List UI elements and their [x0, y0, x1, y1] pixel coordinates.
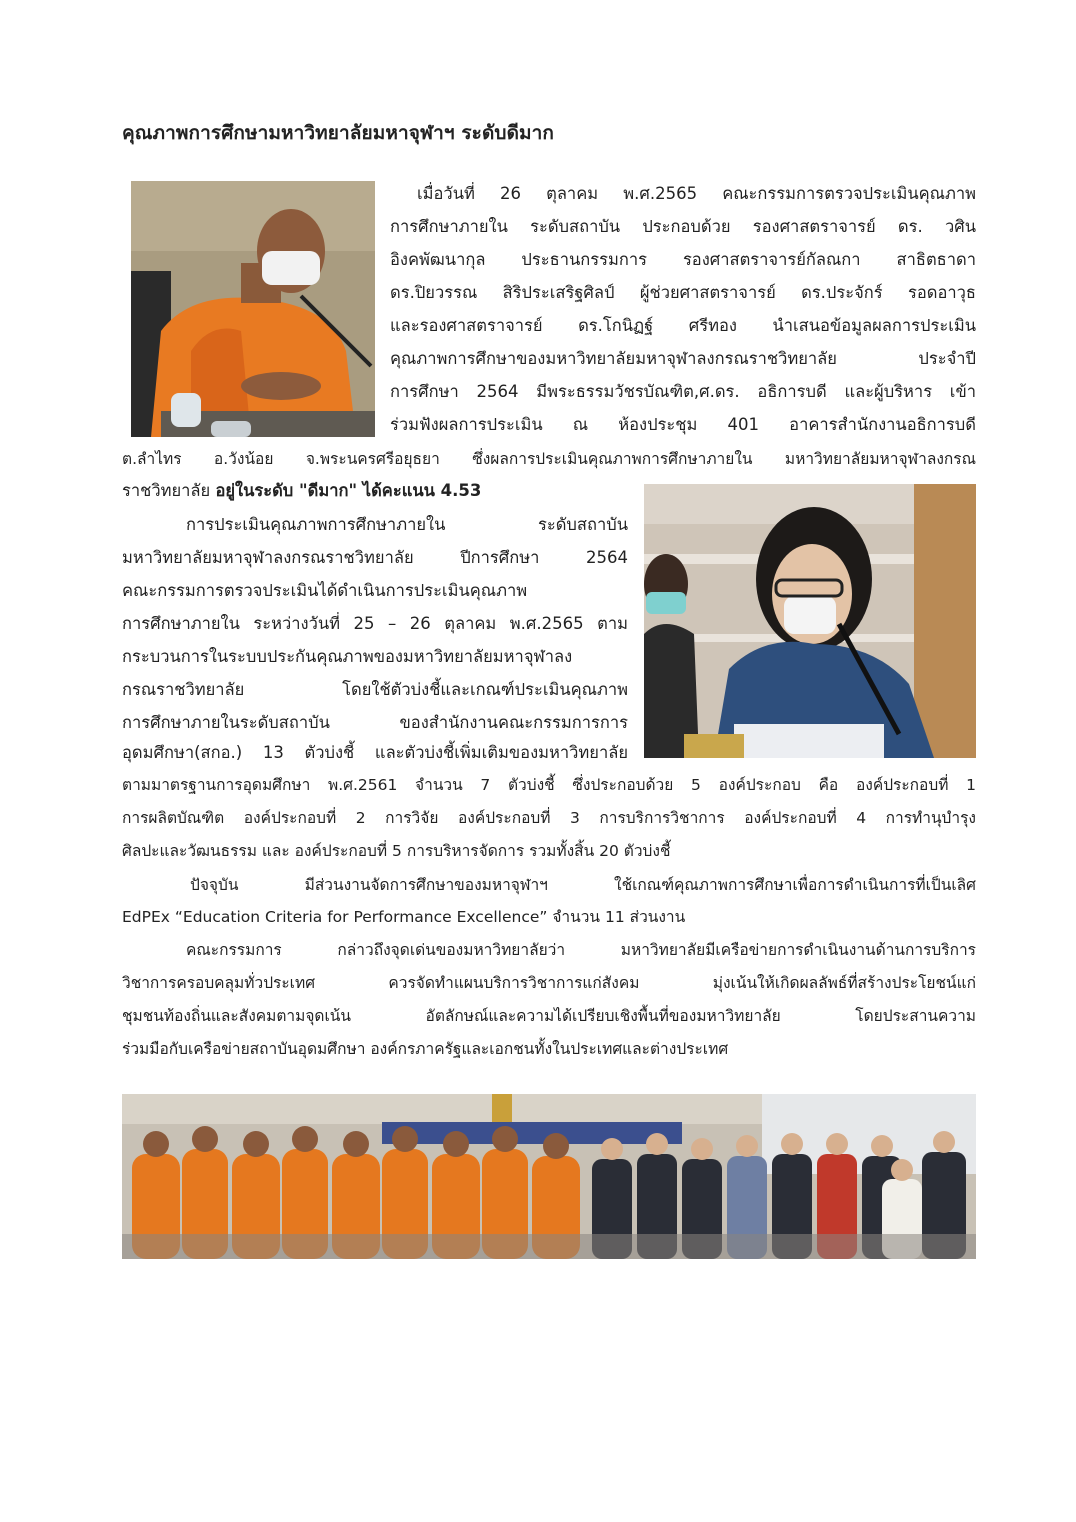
para2-line: อุดมศึกษา(สกอ.) 13 ตัวบ่งชี้ และตัวบ่งชี้เพิ่มเติมของมหาวิทยาลัย — [122, 743, 628, 762]
para2-line: การศึกษาภายใน ระหว่างวันที่ 25 – 26 ตุลาคม พ.ศ.2565 ตาม — [122, 614, 628, 633]
para2-line: การศึกษาภายในระดับสถาบัน ของสำนักงานคณะกรรมการการ — [122, 713, 628, 732]
para1-line: ร่วมฟังผลการประเมิน ณ ห้องประชุม 401 อาคารสำนักงานอธิการบดี — [390, 415, 976, 434]
page-title: คุณภาพการศึกษามหาวิทยาลัยมหาจุฬาฯ ระดับดีมาก — [122, 122, 555, 144]
para1-line: การศึกษา 2564 มีพระธรรมวัชรบัณฑิต,ศ.ดร. อธิการบดี และผู้บริหาร เข้า — [390, 382, 976, 401]
para2-line: การผลิตบัณฑิต องค์ประกอบที่ 2 การวิจัย องค์ประกอบที่ 3 การบริการวิชาการ องค์ประกอบที่ 4 การทำนุบำรุง — [122, 809, 976, 827]
group-photo — [122, 1094, 976, 1259]
para1-line: เมื่อวันที่ 26 ตุลาคม พ.ศ.2565 คณะกรรมการตรวจประเมินคุณภาพ — [417, 184, 976, 203]
committee-member-photo — [644, 484, 976, 758]
para1-line: อิงคพัฒนากุล ประธานกรรมการ รองศาสตราจารย์กัลณกา สาธิตธาดา — [390, 250, 976, 269]
para4-line: คณะกรรมการ กล่าวถึงจุดเด่นของมหาวิทยาลัยว่า มหาวิทยาลัยมีเครือข่ายการดำเนินงานด้านการบริการ — [186, 941, 976, 959]
para2-line: ตามมาตรฐานการอุดมศึกษา พ.ศ.2561 จำนวน 7 ตัวบ่งชี้ ซึ่งประกอบด้วย 5 องค์ประกอบ คือ องค์ประกอบที่ 1 — [122, 776, 976, 794]
para4-line: ชุมชนท้องถิ่นและสังคมตามจุดเน้น อัตลักษณ์และความได้เปรียบเชิงพื้นที่ของมหาวิทยาลัย โดยประสานความ — [122, 1007, 976, 1025]
para2-line: กระบวนการในระบบประกันคุณภาพของมหาวิทยาลัยมหาจุฬาลง — [122, 647, 573, 666]
para4-line: ร่วมมือกับเครือข่ายสถาบันอุดมศึกษา องค์กรภาครัฐและเอกชนทั้งในประเทศและต่างประเทศ — [122, 1040, 729, 1058]
para1-line: ต.ลำไทร อ.วังน้อย จ.พระนครศรีอยุธยา ซึ่งผลการประเมินคุณภาพการศึกษาภายใน มหาวิทยาลัยมหาจุฬาลงกรณ — [122, 450, 976, 468]
para2-line: กรณราชวิทยาลัย โดยใช้ตัวบ่งชี้และเกณฑ์ประเมินคุณภาพ — [122, 680, 628, 699]
para1-last-plain: ราชวิทยาลัย — [122, 481, 216, 500]
score-highlight: อยู่ในระดับ "ดีมาก" ได้คะแนน 4.53 — [215, 481, 482, 500]
para2-line: การประเมินคุณภาพการศึกษาภายใน ระดับสถาบัน — [186, 515, 628, 534]
para1-last-line — [122, 479, 622, 503]
para3-line: ปัจจุบัน มีส่วนงานจัดการศึกษาของมหาจุฬาฯ ใช้เกณฑ์คุณภาพการศึกษาเพื่อการดำเนินการที่เป็นเลิศ — [190, 876, 976, 894]
para4-line: วิชาการครอบคลุมทั่วประเทศ ควรจัดทำแผนบริการวิชาการแก่สังคม มุ่งเน้นให้เกิดผลลัพธ์ที่สร้างประโยชน์แก่ — [122, 974, 976, 992]
para2-line: มหาวิทยาลัยมหาจุฬาลงกรณราชวิทยาลัย ปีการศึกษา 2564 — [122, 548, 628, 567]
para3-line: EdPEx “Education Criteria for Performance Excellence” จำนวน 11 ส่วนงาน — [122, 908, 686, 926]
para2-line: คณะกรรมการตรวจประเมินได้ดำเนินการประเมินคุณภาพ — [122, 581, 528, 600]
para1-line: และรองศาสตราจารย์ ดร.โกนิฏฐ์ ศรีทอง นำเสนอข้อมูลผลการประเมิน — [390, 316, 976, 335]
monk-meeting-photo — [131, 181, 375, 437]
para1-line: การศึกษาภายใน ระดับสถาบัน ประกอบด้วย รองศาสตราจารย์ ดร. วศิน — [390, 217, 976, 236]
para1-line: คุณภาพการศึกษาของมหาวิทยาลัยมหาจุฬาลงกรณราชวิทยาลัย ประจำปี — [390, 349, 976, 368]
para2-line: ศิลปะและวัฒนธรรม และ องค์ประกอบที่ 5 การบริหารจัดการ รวมทั้งสิ้น 20 ตัวบ่งชี้ — [122, 842, 671, 860]
para1-line: ดร.ปิยวรรณ สิริประเสริฐศิลป์ ผู้ช่วยศาสตราจารย์ ดร.ประจักร์ รอดอาวุธ — [390, 283, 976, 302]
